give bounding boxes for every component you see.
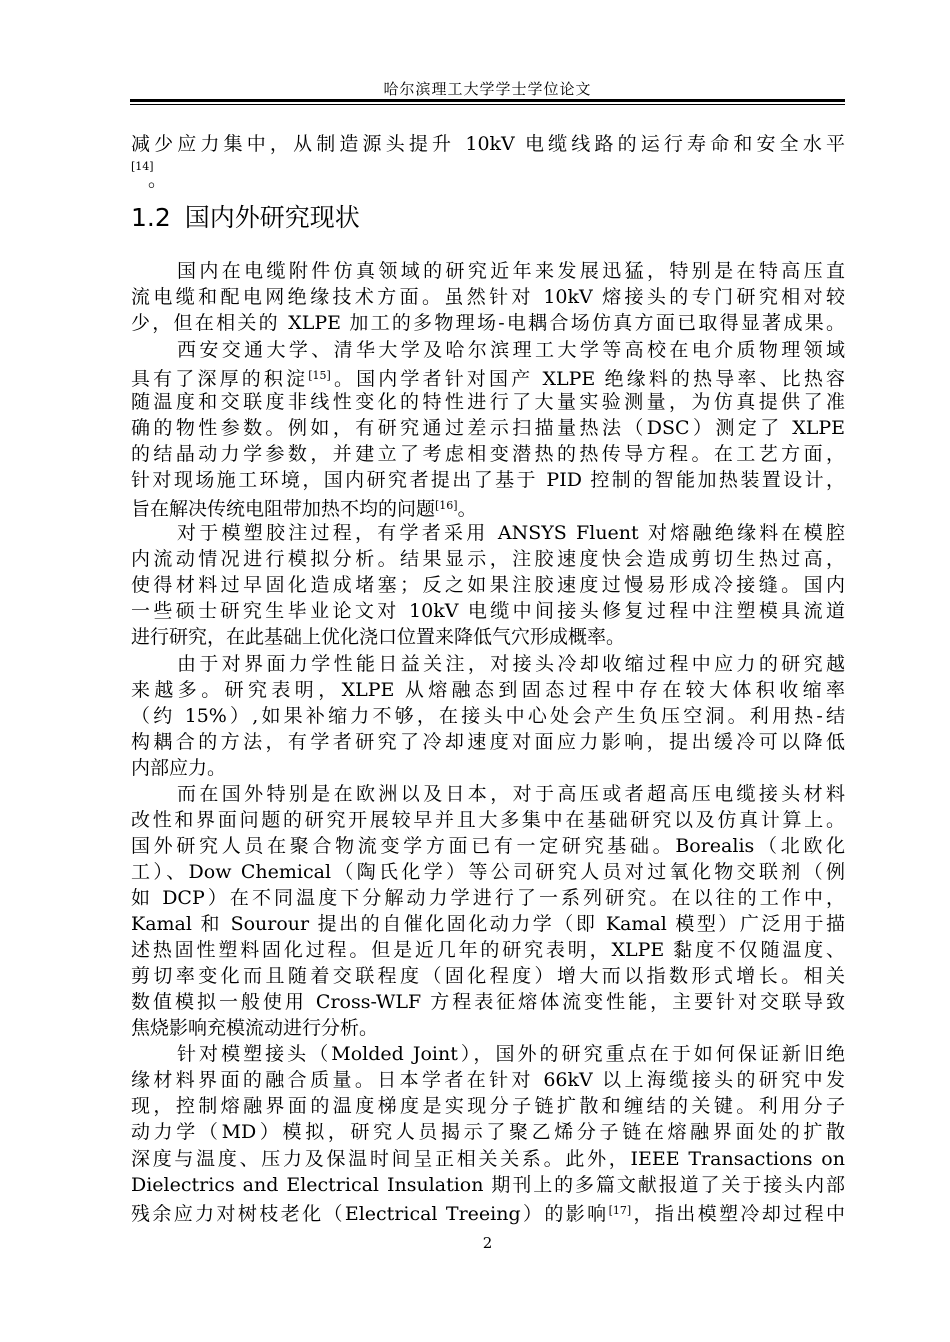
- citation-ref: [15]: [308, 369, 331, 382]
- text-line: 剪切率变化而且随着交联程度（固化程度）增大而以指数形式增长。相关: [131, 965, 845, 987]
- text-line: 来越多。研究表明，XLPE 从熔融态到固态过程中存在较大体积收缩率: [131, 679, 845, 701]
- text-line: 数值模拟一般使用 Cross-WLF 方程表征熔体流变性能，主要针对交联导致: [131, 991, 845, 1013]
- citation-ref: [14]: [131, 160, 154, 173]
- text-line: Dielectrics and Electrical Insulation 期刊上的多篇文献报道了关于接头内部: [131, 1174, 845, 1196]
- text-line: 。: [148, 169, 168, 191]
- text-line: 焦烧影响充模流动进行分析。: [131, 1017, 379, 1039]
- text-line: 深度与温度、压力及保温时间呈正相关关系。此外，IEEE Transactions on: [131, 1148, 845, 1170]
- text-line: 构耦合的方法，有学者研究了冷却速度对面应力影响，提出缓冷可以降低: [131, 731, 845, 753]
- text-line: 随温度和交联度非线性变化的特性进行了大量实验测量，为仿真提供了准: [131, 391, 845, 413]
- text-line: 国外研究人员在聚合物流变学方面已有一定研究基础。Borealis（北欧化: [131, 835, 845, 857]
- text-line: 确的物性参数。例如，有研究通过差示扫描量热法（DSC）测定了 XLPE: [131, 417, 845, 439]
- text-line: 具有了深厚的积淀[15]。国内学者针对国产 XLPE 绝缘料的热导率、比热容: [131, 368, 845, 390]
- citation-ref: [17]: [608, 1204, 632, 1217]
- text-line: 由于对界面力学性能日益关注，对接头冷却收缩过程中应力的研究越: [177, 653, 845, 675]
- section-heading: [131, 198, 360, 234]
- text-line: 缘材料界面的融合质量。日本学者在针对 66kV 以上海缆接头的研究中发: [131, 1069, 845, 1091]
- text-line: 旨在解决传统电阻带加热不均的问题[16]。: [131, 498, 477, 520]
- text-line: 减少应力集中，从制造源头提升 10kV 电缆线路的运行寿命和安全水平: [131, 133, 845, 155]
- text-line: （约 15%）,如果补缩力不够，在接头中心处会产生负压空洞。利用热-结: [131, 705, 845, 727]
- text-line: 使得材料过早固化造成堵塞；反之如果注胶速度过慢易形成冷接缝。国内: [131, 574, 845, 596]
- text-line: 西安交通大学、清华大学及哈尔滨理工大学等高校在电介质物理领域: [177, 339, 845, 361]
- text-line: 残余应力对树枝老化（Electrical Treeing）的影响[17]，指出模塑冷却过程中: [131, 1203, 845, 1225]
- text-line: 内流动情况进行模拟分析。结果显示，注胶速度快会造成剪切生热过高，: [131, 548, 845, 570]
- text-line: 进行研究，在此基础上优化浇口位置来降低气穴形成概率。: [131, 626, 626, 648]
- page-number: 2: [482, 1234, 493, 1252]
- section-title: 国内外研究现状: [184, 203, 360, 232]
- text-line: 对于模塑胶注过程，有学者采用 ANSYS Fluent 对熔融绝缘料在模腔: [177, 522, 845, 544]
- running-header: 哈尔滨理工大学学士学位论文: [383, 80, 592, 98]
- text-line: 国内在电缆附件仿真领域的研究近年来发展迅猛，特别是在特高压直: [177, 260, 845, 282]
- text-line: 针对现场施工环境，国内研究者提出了基于 PID 控制的智能加热装置设计，: [131, 469, 845, 491]
- text-line: 而在国外特别是在欧洲以及日本，对于高压或者超高压电缆接头材料: [177, 783, 845, 805]
- text-line: 现，控制熔融界面的温度梯度是实现分子链扩散和缠结的关键。利用分子: [131, 1095, 845, 1117]
- text-line: 述热固性塑料固化过程。但是近几年的研究表明，XLPE 黏度不仅随温度、: [131, 939, 845, 961]
- citation-ref: [16]: [435, 499, 458, 512]
- header-rule-thin: [130, 104, 845, 105]
- text-line: 工）、Dow Chemical（陶氏化学）等公司研究人员对过氧化物交联剂（例: [131, 861, 845, 883]
- section-number: 1.2: [131, 203, 171, 232]
- text-line: 改性和界面问题的研究开展较早并且大多集中在基础研究以及仿真计算上。: [131, 809, 845, 831]
- text-line: 一些硕士研究生毕业论文对 10kV 电缆中间接头修复过程中注塑模具流道: [131, 600, 845, 622]
- text-line: 少，但在相关的 XLPE 加工的多物理场-电耦合场仿真方面已取得显著成果。: [131, 312, 845, 334]
- text-line: 内部应力。: [131, 757, 227, 779]
- text-line: Kamal 和 Sourour 提出的自催化固化动力学（即 Kamal 模型）广泛用于描: [131, 913, 845, 935]
- text-line: 如 DCP）在不同温度下分解动力学进行了一系列研究。在以往的工作中，: [131, 887, 845, 909]
- text-line: 针对模塑接头（Molded Joint），国外的研究重点在于如何保证新旧绝: [177, 1043, 845, 1065]
- text-line: 的结晶动力学参数，并建立了考虑相变潜热的热传导方程。在工艺方面，: [131, 443, 845, 465]
- header-rule: [130, 99, 845, 102]
- text-line: 流电缆和配电网绝缘技术方面。虽然针对 10kV 熔接头的专门研究相对较: [131, 286, 845, 308]
- text-line: 动力学（MD）模拟，研究人员揭示了聚乙烯分子链在熔融界面处的扩散: [131, 1121, 845, 1143]
